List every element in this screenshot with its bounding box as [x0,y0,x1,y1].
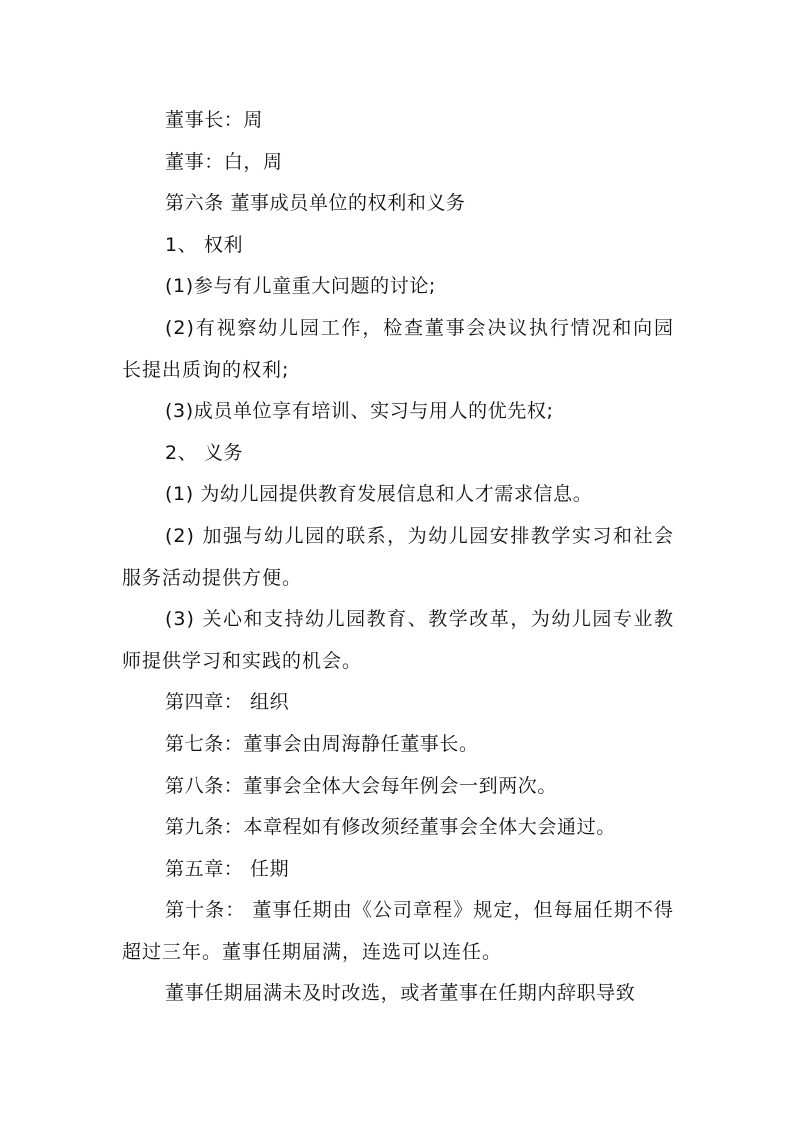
rights-item-2: (2)有视察幼儿园工作，检查董事会决议执行情况和向园长提出质询的权利; [122,316,674,381]
directors-line: 董事：白，周 [165,150,283,173]
obligations-item-1: (1) 为幼儿园提供教育发展信息和人才需求信息。 [165,483,593,506]
chairman-line: 董事长：周 [165,109,264,131]
rights-item-1: (1)参与有儿童重大问题的讨论; [165,275,436,298]
obligations-item-2: (2) 加强与幼儿园的联系，为幼儿园安排教学实习和社会服务活动提供方便。 [122,524,674,589]
article-seven: 第七条：董事会由周海静任董事长。 [165,732,479,755]
document-body [122,100,674,1015]
article-ten: 第十条： 董事任期由《公司章程》规定，但每届任期不得超过三年。董事任期届满，连选可以连任。 [122,899,674,963]
obligations-item-3: (3) 关心和支持幼儿园教育、教学改革，为幼儿园专业教师提供学习和实践的机会。 [122,608,674,672]
chapter-four-heading: 第四章： 组织 [165,691,290,714]
rights-heading: 1、 权利 [165,233,244,256]
rights-item-3: (3)成员单位享有培训、实习与用人的优先权; [165,400,554,423]
term-continuation-paragraph: 董事任期届满未及时改选，或者董事在任期内辞职导致 [165,982,636,1005]
obligations-heading: 2、 义务 [165,441,244,464]
article-eight: 第八条：董事会全体大会每年例会一到两次。 [165,774,558,797]
chapter-five-heading: 第五章： 任期 [165,857,290,880]
article-six-heading: 第六条 董事成员单位的权利和义务 [165,192,466,215]
article-nine: 第九条：本章程如有修改须经董事会全体大会通过。 [165,816,616,839]
